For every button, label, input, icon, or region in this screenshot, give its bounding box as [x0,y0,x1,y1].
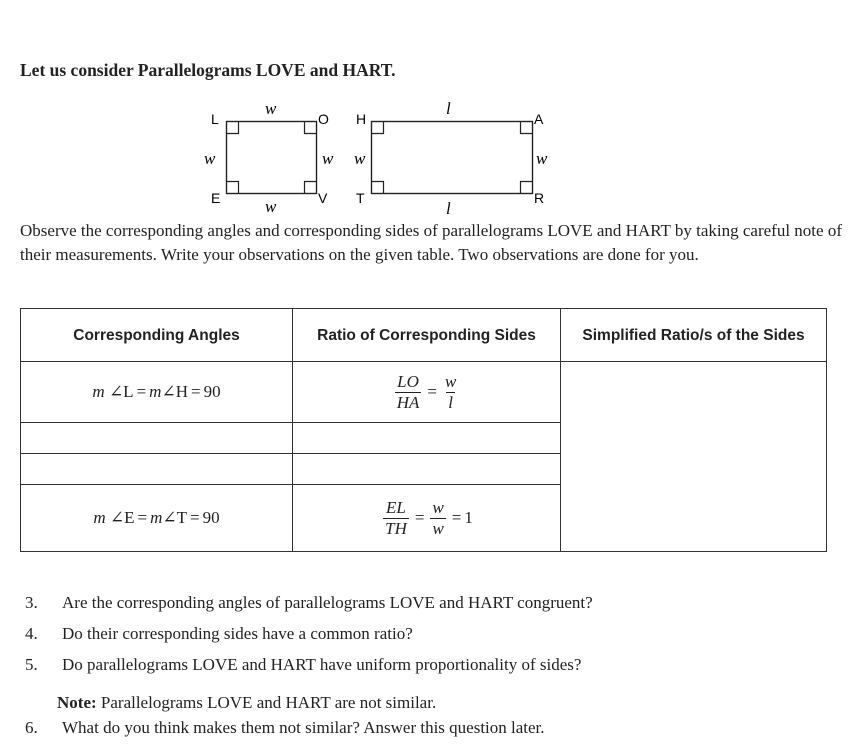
question-item [20,718,545,738]
question-item [20,624,413,644]
question-number: 4. [25,624,38,643]
question-text: Do their corresponding sides have a common ratio? [62,624,413,643]
love-side-bottom: w [265,197,277,216]
equals-sign: = [414,508,425,527]
angle-mark-V [305,182,317,194]
equals-sign: = [137,508,148,527]
denominator-TH: TH [385,518,407,538]
angle-mark-E [227,182,239,194]
denominator-w: w [432,518,444,538]
vertex-R: R [534,190,545,206]
observation-instructions: Observe the corresponding angles and corresponding sides of parallelograms LOVE and HART by taking careful note of their measurements. Write your observations on the given table. Two observations are done for you. [20,221,842,264]
blank-angle-cell[interactable] [21,454,293,485]
blank-ratio-cell[interactable] [293,423,561,454]
simplified-ratio-answer-cell[interactable] [561,362,827,552]
angle-measure-m: m [149,382,162,401]
hart-side-top: l [446,99,451,118]
love-side-right: w [322,149,334,168]
ratio-cell-LO-HA [293,362,561,423]
love-right-angle-marks [227,122,317,194]
angle-value: 90 [203,382,221,401]
vertex-O: O [318,111,329,127]
angle-mark-O [305,122,317,134]
question-number: 5. [25,655,38,674]
angle-mark-A [521,122,533,134]
note-text: Parallelograms LOVE and HART are not similar. [96,693,437,712]
observations-table [20,308,827,552]
angle-mark-L [227,122,239,134]
fraction-LO-HA [395,372,422,413]
table-header-row [21,309,827,362]
table-row [21,362,827,423]
numerator-EL: EL [386,497,406,517]
question-number: 6. [25,718,38,737]
question-item [20,655,581,675]
parallelograms-figure [0,0,866,230]
love-side-left: w [204,149,216,168]
angle-mark-T [372,182,384,194]
ratio-value: 1 [464,508,473,527]
equals-sign: = [190,382,201,401]
blank-ratio-cell[interactable] [293,454,561,485]
hart-side-right: w [536,149,548,168]
equals-sign: = [451,508,462,527]
equals-sign: = [136,382,147,401]
denominator-l: l [448,392,453,412]
question-text: Are the corresponding angles of parallelograms LOVE and HART congruent? [62,593,593,612]
hart-side-left: w [354,149,366,168]
question-text: What do you think makes them not similar? Answer this question later. [62,718,545,737]
question-text: Do parallelograms LOVE and HART have uniform proportionality of sides? [62,655,582,674]
angle-L: ∠L [108,382,134,401]
vertex-L: L [211,111,219,127]
denominator-HA: HA [396,392,420,412]
vertex-H: H [356,111,367,127]
hart-rectangle [372,122,533,194]
note [57,693,436,713]
vertex-V: V [318,190,328,206]
page-heading: Let us consider Parallelograms LOVE and HART. [20,60,396,80]
angle-measure-m: m [150,508,163,527]
numerator-LO: LO [397,371,419,391]
fraction-w-l [443,372,458,413]
angle-measure-m: m [93,508,106,527]
love-rectangle [227,122,317,194]
love-side-top: w [265,99,277,118]
numerator-w: w [444,371,457,391]
angle-cell-E-T [21,485,293,552]
angle-measure-m: m [92,382,105,401]
vertex-A: A [534,111,544,127]
fraction-EL-TH [383,498,409,539]
question-item [20,593,593,613]
angle-value: 90 [202,508,220,527]
vertex-E: E [211,190,221,206]
header-corresponding-angles: Corresponding Angles [21,309,293,362]
header-simplified-ratio: Simplified Ratio/s of the Sides [561,309,827,362]
equals-sign: = [427,382,437,401]
question-number: 3. [25,593,38,612]
numerator-w: w [432,497,444,517]
vertex-T: T [356,190,365,206]
hart-side-bottom: l [446,199,451,218]
angle-E: ∠E [109,508,135,527]
angle-mark-R [521,182,533,194]
blank-angle-cell[interactable] [21,423,293,454]
note-label: Note: [57,693,97,712]
angle-T: ∠T [162,508,188,527]
angle-H: ∠H [161,382,188,401]
angle-mark-H [372,122,384,134]
fraction-w-w [430,498,445,539]
angle-cell-L-H [21,362,293,423]
ratio-cell-EL-TH [293,485,561,552]
hart-right-angle-marks [372,122,533,194]
header-ratio-of-sides: Ratio of Corresponding Sides [293,309,561,362]
equals-sign: = [190,508,200,527]
